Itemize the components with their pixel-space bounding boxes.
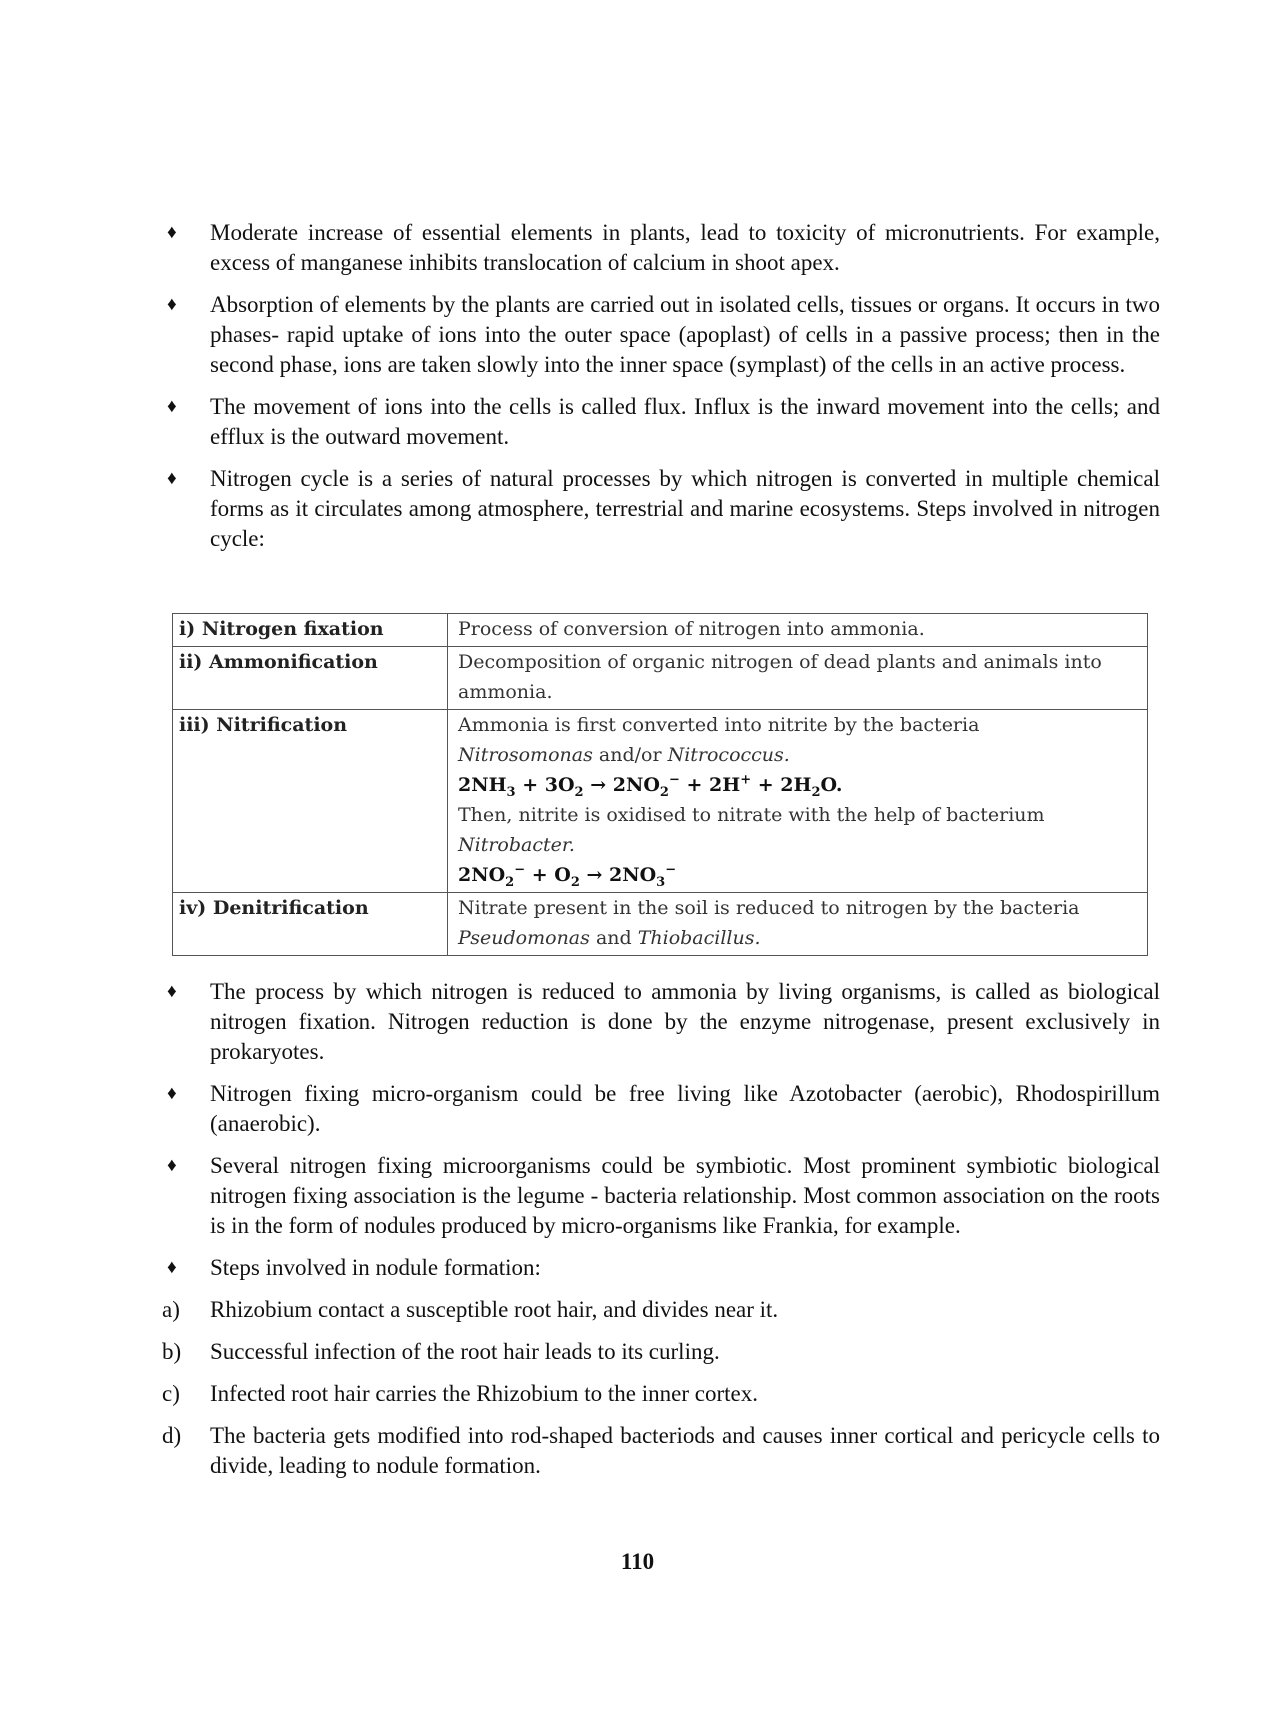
eq-subscript: 2 bbox=[574, 784, 584, 800]
eq-term: O. bbox=[820, 774, 843, 796]
list-item bbox=[150, 1337, 1160, 1367]
eq-subscript: 2 bbox=[505, 874, 515, 890]
table-description bbox=[448, 710, 1148, 893]
diamond-bullet-icon: ♦ bbox=[167, 396, 177, 417]
step-label: d) bbox=[162, 1423, 182, 1448]
description-line bbox=[458, 740, 1137, 770]
step-text: Infected root hair carries the Rhizobium to the inner cortex. bbox=[210, 1381, 758, 1406]
eq-term: 2NO bbox=[609, 864, 657, 886]
eq-superscript: − bbox=[665, 862, 677, 878]
genus-name: Nitrococcus. bbox=[667, 744, 790, 766]
page-number: 110 bbox=[620, 1549, 655, 1574]
diamond-bullet-icon: ♦ bbox=[167, 294, 177, 315]
conjunction: and/or bbox=[598, 744, 662, 766]
eq-term: + 3O bbox=[522, 774, 575, 796]
eq-superscript: − bbox=[668, 772, 680, 788]
list-item bbox=[150, 1079, 1160, 1139]
step-text: Successful infection of the root hair leads to its curling. bbox=[210, 1339, 720, 1364]
step-text: Rhizobium contact a susceptible root hair, and divides near it. bbox=[210, 1297, 779, 1322]
bullet-text: Absorption of elements by the plants are carried out in isolated cells, tissues or organs. It occurs in two phases- rapid uptake of ions into the outer space (apoplast) of cells in a passive process; then in the second phase, ions are taken slowly into the inner space (symplast) of the cells in an active process. bbox=[210, 292, 1160, 377]
table-description: Decomposition of organic nitrogen of dead plants and animals into ammonia. bbox=[448, 647, 1148, 710]
description-line: Then, nitrite is oxidised to nitrate with the help of bacterium bbox=[458, 804, 1045, 826]
chemical-equation bbox=[458, 860, 1137, 890]
eq-subscript: 2 bbox=[570, 874, 580, 890]
diamond-bullet-icon: ♦ bbox=[167, 981, 177, 1002]
nitrogen-cycle-table bbox=[172, 613, 1148, 956]
step-text: The bacteria gets modified into rod-shaped bacteriods and causes inner cortical and pericycle cells to divide, leading to nodule formation. bbox=[210, 1423, 1160, 1478]
eq-term: 2NH bbox=[458, 774, 507, 796]
eq-term: + 2H bbox=[757, 774, 812, 796]
genus-name: Nitrosomonas bbox=[458, 744, 593, 766]
table-term: ii) Ammonification bbox=[173, 647, 448, 710]
table-row bbox=[173, 614, 1148, 647]
table-row bbox=[173, 647, 1148, 710]
description-line bbox=[458, 830, 1137, 860]
eq-term: 2NO bbox=[458, 864, 506, 886]
description-text: Nitrate present in the soil is reduced to nitrogen by the bacteria bbox=[458, 897, 1080, 919]
list-item bbox=[150, 218, 1160, 278]
diamond-bullet-icon: ♦ bbox=[167, 1083, 177, 1104]
eq-subscript: 2 bbox=[659, 784, 669, 800]
bullet-text: Steps involved in nodule formation: bbox=[210, 1255, 541, 1280]
arrow-icon: → bbox=[586, 864, 603, 886]
eq-term: + O bbox=[531, 864, 571, 886]
conjunction: and bbox=[595, 927, 632, 949]
table-description bbox=[448, 893, 1148, 956]
eq-subscript: 3 bbox=[656, 874, 666, 890]
bullet-list-top bbox=[150, 218, 1160, 566]
bullet-list-bottom bbox=[150, 977, 1160, 1493]
genus-name: Nitrobacter. bbox=[458, 834, 575, 856]
list-item bbox=[150, 392, 1160, 452]
bullet-text: Nitrogen cycle is a series of natural processes by which nitrogen is converted in multiple chemical forms as it circulates among atmosphere, terrestrial and marine ecosystems. Steps involved in nitrogen cycle: bbox=[210, 466, 1160, 551]
table-term: iv) Denitrification bbox=[173, 893, 448, 956]
table-description: Process of conversion of nitrogen into ammonia. bbox=[448, 614, 1148, 647]
step-label: c) bbox=[162, 1381, 180, 1406]
list-item bbox=[150, 977, 1160, 1067]
eq-superscript: + bbox=[740, 772, 752, 788]
list-item bbox=[150, 1151, 1160, 1241]
table-term: iii) Nitrification bbox=[173, 710, 448, 893]
eq-subscript: 2 bbox=[811, 784, 821, 800]
list-item bbox=[150, 290, 1160, 380]
eq-superscript: − bbox=[514, 862, 526, 878]
bullet-text: The process by which nitrogen is reduced to ammonia by living organisms, is called as biological nitrogen fixation. Nitrogen reduction is done by the enzyme nitrogenase, present exclusively in prokaryotes. bbox=[210, 979, 1160, 1064]
list-item bbox=[150, 1379, 1160, 1409]
diamond-bullet-icon: ♦ bbox=[167, 1257, 177, 1278]
genus-name: Pseudomonas bbox=[458, 927, 590, 949]
diamond-bullet-icon: ♦ bbox=[167, 468, 177, 489]
diamond-bullet-icon: ♦ bbox=[167, 222, 177, 243]
list-item bbox=[150, 1253, 1160, 1283]
bullet-text: The movement of ions into the cells is called flux. Influx is the inward movement into the cells; and efflux is the outward movement. bbox=[210, 394, 1160, 449]
step-label: b) bbox=[162, 1339, 182, 1364]
eq-term: 2NO bbox=[612, 774, 660, 796]
table-term: i) Nitrogen fixation bbox=[173, 614, 448, 647]
eq-term: + 2H bbox=[686, 774, 741, 796]
arrow-icon: → bbox=[590, 774, 607, 796]
eq-subscript: 3 bbox=[506, 784, 516, 800]
list-item bbox=[150, 464, 1160, 554]
chemical-equation bbox=[458, 770, 1137, 800]
bullet-text: Nitrogen fixing micro-organism could be free living like Azotobacter (aerobic), Rhodospirillum (anaerobic). bbox=[210, 1081, 1160, 1136]
bullet-text: Several nitrogen fixing microorganisms could be symbiotic. Most prominent symbiotic biological nitrogen fixing association is the legume - bacteria relationship. Most common association on the roots is in the form of nodules produced by micro-organisms like Frankia, for example. bbox=[210, 1153, 1160, 1238]
bullet-text: Moderate increase of essential elements in plants, lead to toxicity of micronutrients. For example, excess of manganese inhibits translocation of calcium in shoot apex. bbox=[210, 220, 1160, 275]
genus-name: Thiobacillus. bbox=[637, 927, 761, 949]
list-item bbox=[150, 1421, 1160, 1481]
description-line: Ammonia is first converted into nitrite by the bacteria bbox=[458, 714, 980, 736]
list-item bbox=[150, 1295, 1160, 1325]
table-row bbox=[173, 893, 1148, 956]
diamond-bullet-icon: ♦ bbox=[167, 1155, 177, 1176]
table-row bbox=[173, 710, 1148, 893]
step-label: a) bbox=[162, 1297, 180, 1322]
